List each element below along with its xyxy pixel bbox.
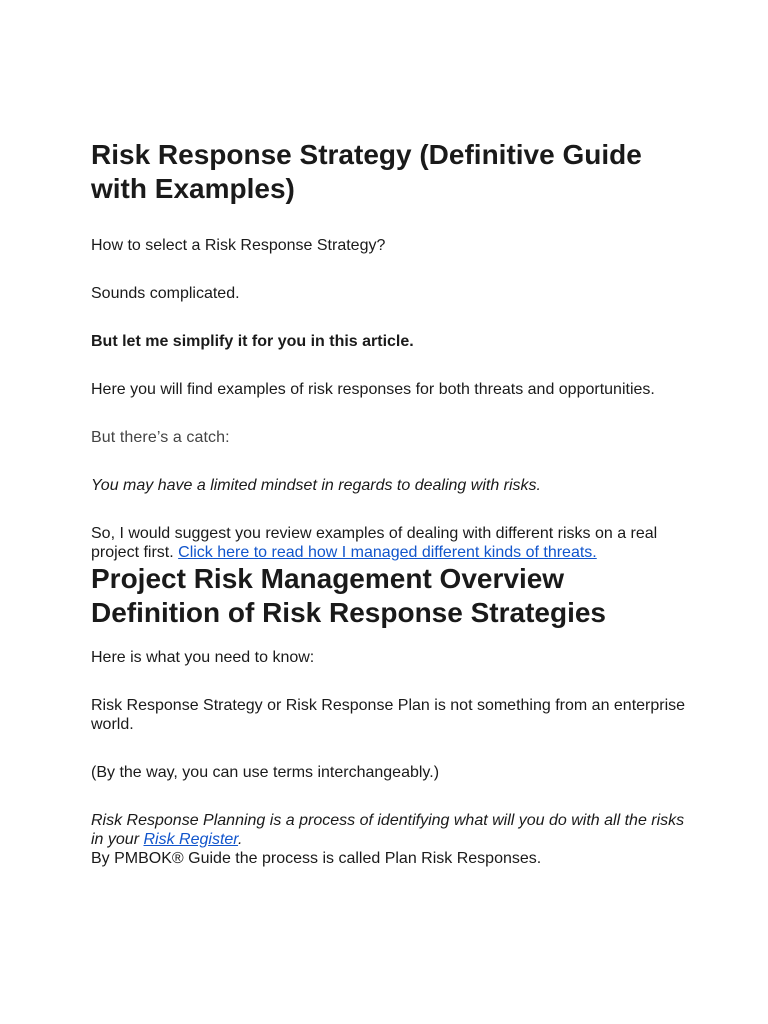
threats-link[interactable]: Click here to read how I managed different kinds of threats. — [178, 544, 597, 561]
article-body — [91, 138, 691, 868]
paragraph-by-the-way: (By the way, you can use terms interchangeably.) — [91, 764, 440, 781]
paragraph-examples: Here you will find examples of risk responses for both threats and opportunities. — [91, 381, 655, 398]
paragraph-need-to-know: Here is what you need to know: — [91, 649, 315, 666]
heading-definition: Definition of Risk Response Strategies — [91, 597, 606, 628]
planning-text: Risk Response Planning is a process of identifying what will you do with all the risks in your — [91, 812, 685, 848]
article-title: Risk Response Strategy (Definitive Guide with Examples) — [91, 139, 642, 204]
paragraph-catch: But there’s a catch: — [91, 429, 230, 446]
paragraph-mindset: You may have a limited mindset in regards to dealing with risks. — [91, 477, 541, 494]
heading-overview: Project Risk Management Overview — [91, 563, 565, 594]
planning-period: . — [238, 831, 243, 848]
paragraph-simplify: But let me simplify it for you in this article. — [91, 333, 414, 350]
risk-register-link[interactable]: Risk Register — [143, 831, 239, 848]
paragraph-question: How to select a Risk Response Strategy? — [91, 237, 386, 254]
paragraph-suggest — [91, 524, 691, 562]
paragraph-complicated: Sounds complicated. — [91, 285, 240, 302]
suggest-text: So, I would suggest you review examples of dealing with different risks on a real project first. — [91, 525, 658, 561]
paragraph-not-enterprise: Risk Response Strategy or Risk Response Plan is not something from an enterprise world. — [91, 697, 686, 733]
paragraph-planning — [91, 811, 691, 849]
paragraph-pmbok: By PMBOK® Guide the process is called Plan Risk Responses. — [91, 850, 542, 867]
